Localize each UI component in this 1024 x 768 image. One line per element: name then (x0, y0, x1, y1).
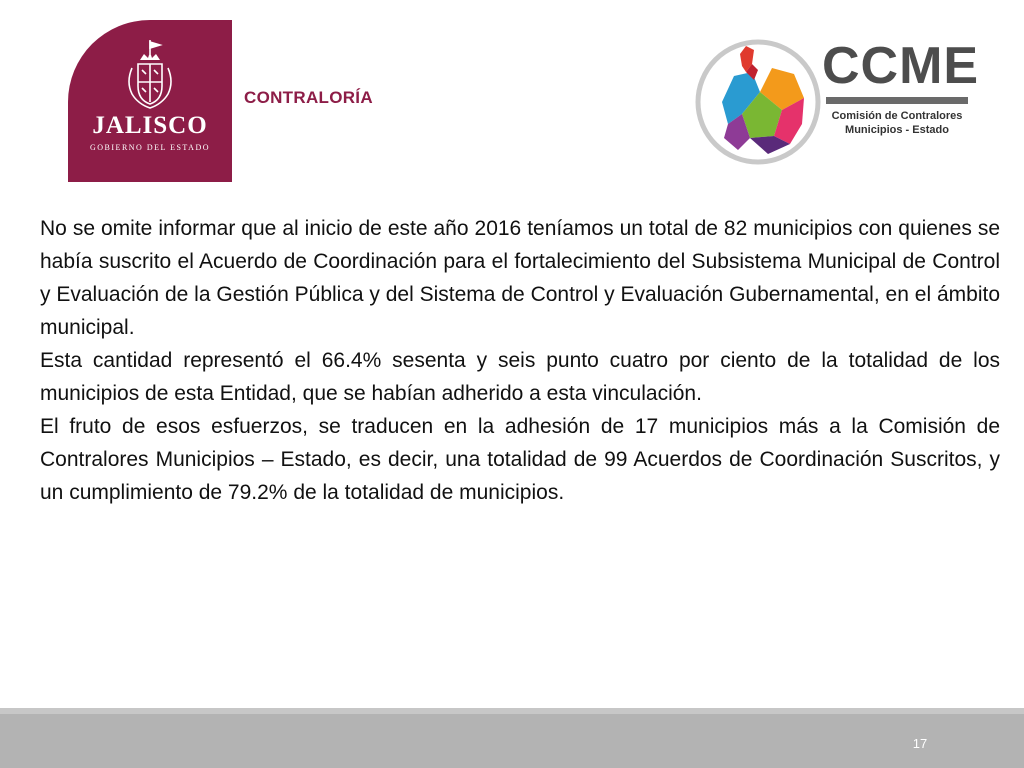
paragraph-3: El fruto de esos esfuerzos, se traducen en la adhesión de 17 municipios más a la Comisión de Contralores Municipios – Estado, es decir, una totalidad de 99 Acuerdos de Coordinación Suscritos, y un cumplimiento de 79.2% de la totalidad de municipios. (40, 415, 1000, 504)
ccme-subtitle-line1: Comisión de Contralores (831, 110, 963, 122)
paragraph-2: Esta cantidad representó el 66.4% sesenta y seis punto cuatro por ciento de la totalidad de los municipios de esta Entidad, que se habían adherido a esta vinculación. (40, 349, 1000, 405)
contraloria-label: CONTRALORÍA (244, 88, 373, 107)
jalisco-logo (68, 20, 232, 182)
paragraph-1: No se omite informar que al inicio de este año 2016 teníamos un total de 82 municipios con quienes se había suscrito el Acuerdo de Coordinación para el fortalecimiento del Subsistema Municipal de Control y Evaluación de la Gestión Pública y del Sistema de Control y Evaluación Gubernamental, en el ámbito municipal. (40, 217, 1000, 339)
footer-bar (0, 714, 1024, 768)
ccme-acronym: CCME (822, 37, 980, 95)
ccme-divider (826, 97, 968, 104)
jalisco-subtitle: GOBIERNO DEL ESTADO (90, 143, 210, 152)
ccme-subtitle-line2: Municipios - Estado (845, 124, 949, 136)
coat-of-arms-icon (120, 38, 180, 118)
body-text (40, 212, 1000, 509)
page-number: 17 (912, 736, 928, 751)
jalisco-name: JALISCO (92, 112, 208, 139)
jalisco-map-emblem-icon (694, 32, 822, 172)
